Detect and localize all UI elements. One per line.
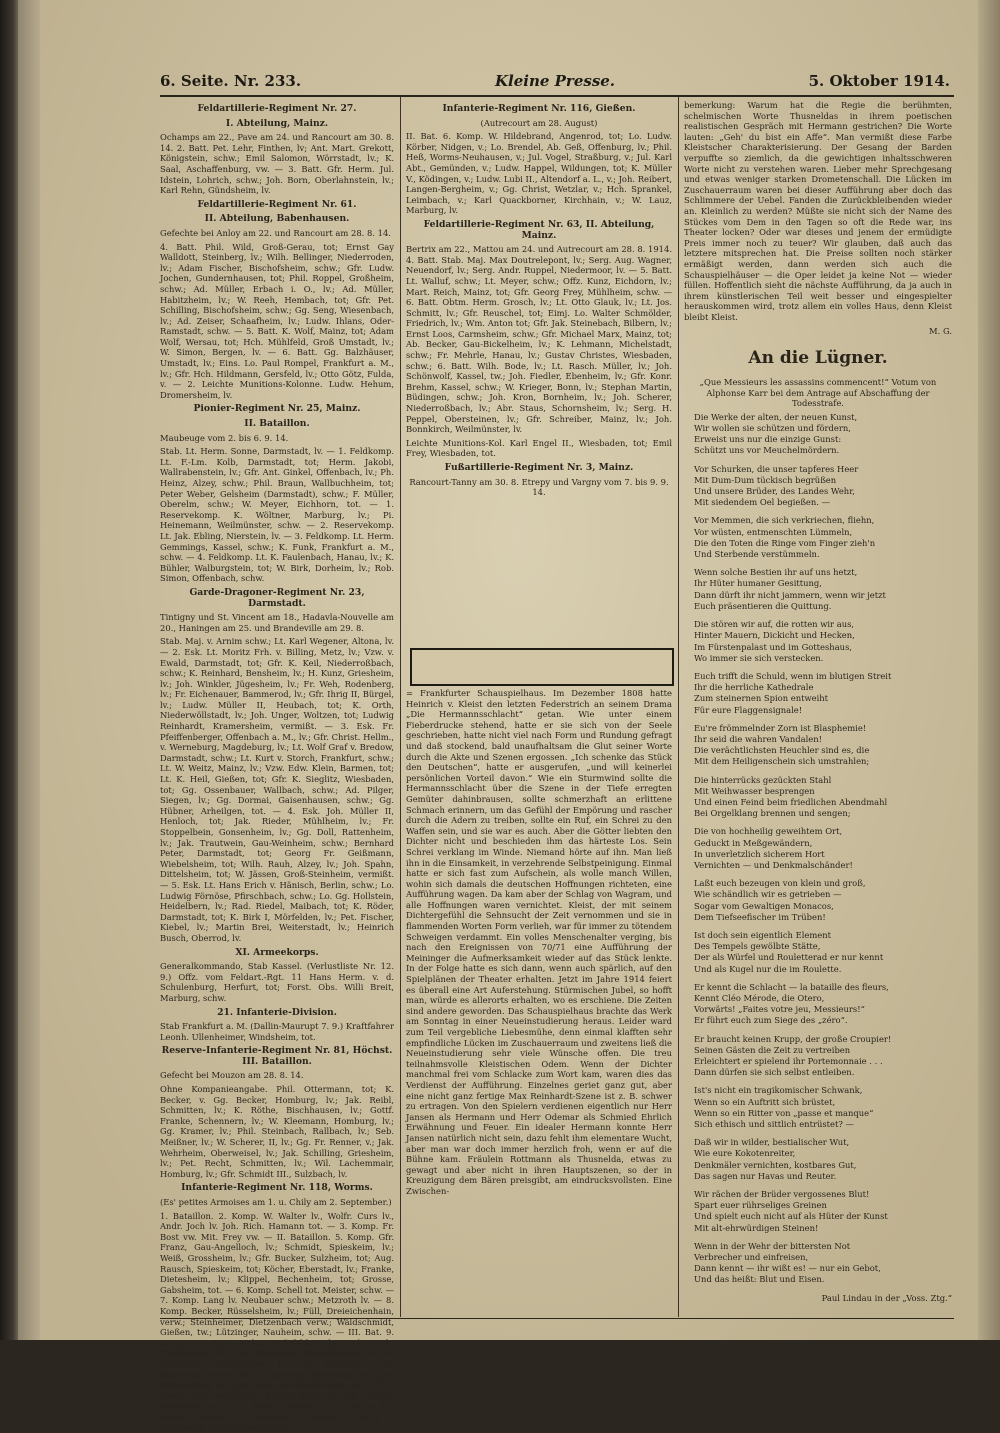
paragraph: 1. Bataillon. 2. Komp. W. Walter lv., Wolfr. Curs lv., Andr. Joch lv. Joh. Rich. Hamann tot. — 3. Komp. Fr. Bost vw. Mit. Frey vw. — II. Bataillon. 5. Komp. Gfr. Franz, Gau-Angelloch, lv.; Schmidt, Spieskeim, lv.; Weiß, Grossheim, lv.; Gfr. Bucker, Sulzheim, tot; Aug. Rausch, Spieskeim, tot; Köcher, Eberstadt, lv.; Franke, Dietesheim, lv.; Klippel, Bechenheim, tot; Grosse, Gabsheim, tot. — 6. Komp. Schell tot. Meister, schw. — 7. Komp. Lang lv. Neubauer schw.; Metzroth lv. — 8. Komp. Becker, Rüsselsheim, lv.; Füll, Dreieichenhain, verw.; Steinheimer, Dietzenbach verw.; Wäldschmidt, Gießen, tw.; Lützinger, Nauheim, schw. — III. Bat. 9. Komp. Lo. Gg. Becker, Mörfelden, lv.; Vol. Rech, Heidenheim, lv.; Phil. Stellinger, Sprendlingen, lv.; Fr. Ryhdecker, Horchheim, lv.; Gg. Baumann, Gr.-Rohrheim, schw.; Mo. Schweitzer, Griesheim, lv.; Joh. Schümleber, tot; Joh. Bote, Groß-Rohrheim, tot. — 10. Komp. Cott, Würzel, lv.; Müller, Biblis, lv.; Gfr. Nomel, Nierstein, lv. — 11. Komp. Stumpf, v. u. vm. — 12. Komp. Carlson v. Hammes v. Hentel, v. Stub v. Hoppering tot; Hellbernoll tot. [160,1210,394,1433]
poem-line: Und einen Feind beim friedlichen Abendmahl [694,796,888,807]
poem-line: Dann kennt — ihr wißt es! — nur ein Gebot, [694,1263,881,1274]
poem-line: Erweist uns nur die einzige Gunst: [694,434,842,445]
poem-line: Ihr Hüter humaner Gesittung, [694,578,822,589]
poem-line: Vor wüsten, entmenschten Lümmeln, [694,526,853,537]
poem-line: Und Sterbende verstümmeln. [694,549,820,560]
poem-line: Schützt uns vor Meuchelmördern. [694,445,840,456]
poem-line: Und als Kugel nur die im Roulette. [694,963,842,974]
poem-line: Zum steinernen Spion entweiht [694,693,829,704]
paragraph: Ochamps am 22., Pave am 24. und Rancourt am 30. 8. 14. 2. Batt. Pet. Lehr, Finthen, lv; Ant. Mart. Grekott, Königstein, schw.; Emil Salomon, Wörrstadt, lv.; K. Saal, Aschaffenburg, vw. — 3. Batt. Gfr. Herm. Jul. Idstein, Lohrich, schw.; Joh. Born, Oberlahnstein, lv.; Karl Rehn, Gündsheim, lv. [160,132,394,196]
poem-line: Sich ethisch und sittlich entrüstet? — [694,1119,854,1130]
book-binding [0,0,18,1340]
poem-stanza [694,723,952,768]
section-heading: II. Bataillon. [244,418,310,430]
poem-line: Eu're frömmelnder Zorn ist Blasphemie! [694,722,867,733]
poem-stanza [694,982,952,1027]
poem-line: Wir wollen sie schützen und fördern, [694,423,851,434]
paragraph: Tintigny und St. Vincent am 18., Hadavla-Nouvelle am 20., Haningen am 25. und Brandeville am 29. 8. [160,612,394,633]
section-subheading: „Que Messieurs les assassins commencent!“ Votum von Alphonse Karr bei dem Antrage auf Abschaffung der Todesstrafe. [699,377,937,409]
column-poem-an-die-luegner [684,100,952,1315]
poem-line: Bei Orgelklang brennen und sengen; [694,808,851,819]
poem-line: Und spielt euch nicht auf als Hüter der Kunst [694,1211,888,1222]
paragraph: Stab. Maj. v. Arnim schw.; Lt. Karl Wegener, Altona, lv. — 2. Esk. Lt. Moritz Frh. v. Billing, Metz, lv.; Vzw. v. Ewald, Darmstadt, tot; Gfr. K. Keil, Niederroßbach, schw.; K. Reinhard, Bensheim, lv.; H. Kunz, Griesheim, lv.; Joh. Winkler, Jügesheim, lv.; Fr. Weh, Rodenberg, lv.; Fr. Eichenauer, Bammerod, lv.; Gfr. Ihrig II, Bürgel, lv.; Ludw. Müller II, Heubach, tot; K. Orth, Niederwöllstadt, lv.; Joh. Unger, Woltzen, tot; Ludwig Reinhardt, Kramersheim, vermißt. — 3. Esk. Fr. Pfeiffenberger, Offenbach a. M., lv.; Gfr. Christ. Hellm., v. Werneburg, Magdeburg, lv.; Lt. Wolf Graf v. Bredow, Darmstadt, schw.; Lt. Kurt v. Storch, Frankfurt, schw.; Lt. W. Weitz, Mainz, lv.; Vzw. Edw. Klein, Barmen, tot; Lt. K. Heil, Gießen, tot; Gfr. K. Sieglitz, Wiesbaden, tot; Gg. Ossenbauer, Wallbach, schw.; Ad. Pilger, Siegen, lv.; Gg. Dormai, Gaisenhausen, schw.; Gg. Hübner, Arheilgen, tot. — 4. Esk. Joh. Müller II, Henloch, tot; Jak. Rieder, Mühlheim, lv.; Fr. Stoppelbein, Gonsenheim, lv.; Gg. Doll, Rattenheim, lv.; Jak. Trautwein, Gau-Weinheim, schw.; Bernhard Peter, Darmstadt, tot; Georg Fr. Geißmann, Wiebelsheim, tot; Wilh. Rauh, Alzey, lv.; Joh. Spahn, Dittelsheim, tot; W. Jässen, Groß-Steinheim, vermißt. — 5. Esk. Lt. Hans Erich v. Hänisch, Berlin, schw.; Lo. Ludwig Förnöse, Pfirschbach, schw.; Lo. Gg. Hollstein, Heidelbern, lv.; Rad. Riedel, Maibach, tot; K. Röder, Darmstadt, tot; K. Birk I, Mörfelden, lv.; Pet. Fischer, Kiebel, lv.; Martin Brei, Weiterstadt, lv.; Heinrich Busch, Oberrod, lv. [160,636,394,943]
poem-stanza [694,1189,952,1234]
poem-line: Des Tempels gewölbte Stätte, [694,941,821,952]
poem-line: Die den Toten die Ringe vom Finger zieh'n [694,537,876,548]
poem-line: Für eure Flaggensignale! [694,704,803,715]
paragraph: Gefecht bei Mouzon am 28. 8. 14. [160,1070,304,1081]
poem-line: Er kennt die Schlacht — la bataille des fleurs, [694,981,889,992]
poem-line: Wie schändlich wir es getrieben — [694,889,842,900]
section-heading: Feldartillerie-Regiment Nr. 61. [197,198,357,210]
section-heading: XI. Armeekorps. [235,946,319,958]
poem-line: Mit dem Heiligenschein sich umstrahlen; [694,756,870,767]
poem-line: Euch trifft die Schuld, wenn im blutigen Streit [694,670,892,681]
signature: M. G. [929,326,952,337]
paragraph: Generalkommando, Stab Kassel. (Verlustliste Nr. 12. 9.) Offz. vom Feldart.-Rgt. 11 Hans Herm. v. d. Schulenburg, Herfurt, tot; Forst. Obs. Willi Breit, Marburg, schw. [160,961,394,1003]
poem-line: Die stören wir auf, die rotten wir aus, [694,619,855,630]
poem-line: Wie eure Kokotenreiter, [694,1148,796,1159]
poem-line: Wenn solche Bestien ihr auf uns hetzt, [694,567,858,578]
poem-line: Denkmäler vernichten, kostbares Gut, [694,1159,857,1170]
paragraph: Maubeuge vom 2. bis 6. 9. 14. [160,432,289,443]
poem-line: Das sagen nur Havas und Reuter. [694,1170,837,1181]
poem-line: Daß wir in wilder, bestialischer Wut, [694,1137,850,1148]
poem-line: Vor Schurken, die unser tapferes Heer [694,463,859,474]
signature: Paul Lindau in der „Voss. Ztg.“ [821,1292,952,1303]
paragraph: Stab Frankfurt a. M. (Dallin-Maurupt 7. 9.) Kraftfahrer Leonh. Ullenheimer, Windsheim, tot. [160,1021,394,1042]
paragraph: Stab. Lt. Herm. Sonne, Darmstadt, lv. — 1. Feldkomp. Lt. F.-Lm. Kolb, Darmstadt, tot; Herm. Jakobi, Wallrabenstein, lv.; Gfr. Ant. Ginkel, Offenbach, lv.; Ph. Heinz, Alzey, schw.; Phil. Braun, Wallbuchheim, tot; Peter Weber, Gelsheim (Darmstadt), schw.; F. Müller, Oberelm, schw.; W. Meyer, Eichhorn, tot. — 1. Reservekomp. K. Wöltner, Marburg, lv.; Pi. Heinemann, Weilmünster, schw. — 2. Reservekomp. Lt. Jak. Ebling, Nierstein, lv. — 3. Feldkomp. Lt. Herm. Gemmings, Kassel, schw.; K. Funk, Frankfurt a. M., schw. — 4. Feldkomp. Lt. K. Faulenbach, Hanau, lv.; K. Bühler, Walburgstein, tot; W. Birk, Dorheim, lv.; Rob. Simon, Offenbach, schw. [160,446,394,584]
poem-stanza [694,1241,952,1286]
paragraph: bemerkung: Warum hat die Regie die berühmten, schelmischen Worte Thusneldas in ihrem poetischen realistischen Gespräch mit Hermann gestrichen? Die Worte lauten: „Geh' du bist ein Affe“. Man vermißt diese Farbe Kleistscher Charakterisierung. Der Gesang der Barden verpuffte so ziemlich, da die gewichtigen inhaltsschweren Worte nicht zu verstehen waren. Lieber mehr Sprechgesang und etwas weniger starken Drometenschall. Die Lücken im Zuschauerraum waren bei dieser Aufführung aber doch das Schlimmere der Uebel. Fanden die Zurückbleibenden wieder an. Kleinlich zu werden? Müßte sie nicht sich der Name des Stückes vom Dem in den Tagen so oft die Rede war, ins Theater locken? Oder war dieses und jenem der ermüdigte Preis immer noch zu teuer? Wir glauben, daß auch das letztere mitsprechen hat. Die Preise sollten noch stärker ermäßigt werden, dann werden sich auch die Schauspielhäuser — die Oper leidet ja keine Not — wieder füllen. Hoffentlich sieht die nächste Aufführung, da ja auch in ihrem künstlerischen Teil weit besser und eingespielter herauskommen wird, trotz allem ein volles Haus, denn Kleist bleibt Kleist. [684,100,952,322]
poem-title: An die Lügner. [748,348,888,369]
poem-stanza [694,826,952,871]
section-heading: Reserve-Infanterie-Regiment Nr. 81, Höchst. III. Bataillon. [161,1045,393,1067]
section-subheading: Rancourt-Tanny am 30. 8. Etrepy und Vargny vom 7. bis 9. 9. 14. [409,476,669,498]
poem-line: Sogar vom Gewaltigen Monacos, [694,900,834,911]
section-heading: Fußartillerie-Regiment Nr. 3, Mainz. [444,462,634,473]
poem-stanza [694,619,952,664]
section-heading: Garde-Dragoner-Regiment Nr. 23, Darmstadt. [189,586,365,609]
poem-stanza [694,412,952,457]
paragraph: 4. Batt. Phil. Wild, Groß-Gerau, tot; Ernst Gay Walldott, Steinberg, lv.; Wilh. Bellinger, Niederroden, lv.; Adam Fischer, Bischofsheim, schw.; Gfr. Ludw. Jochen, Gundernhausen, tot; Phil. Roppel, Großheim, schw.; Ad. Müller, Erbach i. O., lv.; Ad. Müller, Habitzheim, lv.; W. Reeh, Hembach, tot; Gfr. Pet. Schilling, Bischofsheim, schw.; Gg. Seng, Wiesenbach, lv.; Ad. Zeiser, Schaafheim, lv.; Ludw. Ihlans, Oder-Ramstadt, schw. — 5. Batt. K. Wolf, Mainz, tot; Adam Wolf, Wersau, tot; Hch. Mühlfeld, Groß Umstadt, lv.; W. Simon, Bergen, lv. — 6. Batt. Gg. Balzhäuser, Umstadt, lv.; Eins. Lo. Paul Rompel, Frankfurt a. M., lv.; Gfr. Hch. Hildmann, Gersfeld, lv.; Otto Götz, Fulda, v. — 2. Leichte Munitions-Kolonne. Ludw. Hehum, Dromersheim, lv. [160,241,394,400]
poem-line: Der als Würfel und Rouletterad er nur kennt [694,952,884,963]
poem-line: Mit siedendem Oel begießen. — [694,497,830,508]
poem-stanza [694,775,952,820]
column-theater-review [406,688,672,1318]
poem-line: Verbrecher und einfreisen, [694,1252,809,1263]
section-heading: Feldartillerie-Regiment Nr. 63, II. Abteilung, Mainz. [423,218,655,241]
section-heading: I. Abteilung, Mainz. [225,117,329,129]
poem-line: Wenn in der Wehr der bittersten Not [694,1240,851,1251]
poem-line: Dem Tiefseefischer im Trüben! [694,911,826,922]
paragraph: Leichte Munitions-Kol. Karl Engel II., Wiesbaden, tot; Emil Frey, Wiesbaden, tot. [406,437,672,459]
poem-stanza [694,567,952,612]
page-edge [18,0,40,1340]
paragraph: Bertrix am 22., Mattou am 24. und Autrecourt am 28. 8. 1914. 4. Batt. Stab. Maj. Max Doutrelepont, lv.; Serg. Aug. Wagner, Neuendorf, lv.; Serg. Andr. Ruppel, Niedermoor, lv. — 5. Batt. Lt. Walluf, schw.; Lt. Meyer, schw.; Offz. Kunz, Eichdorn, lv.; Mart. Reich, Mainz, tot; Gfr. Georg Frey, Mühlheim, schw. — 6. Batt. Obtm. Herm. Grosch, lv.; Lt. Otto Glauk, lv.; Lt. Jos. Schmitt, lv.; Gfr. Reuschel, tot; Eimj. Lo. Walter Schmölder, Friedrich, lv.; Wm. Anton tot; Gfr. Jak. Steinebach, Bilbern, lv.; Ernst Loos, Carmsheim, schw.; Gfr. Michael Marx, Mainz, tot; Ab. Becker, Gau-Bickelheim, lv.; K. Lehmann, Michelstadt, schw.; Fr. Mehrle, Hanau, lv.; Gustav Christes, Wiesbaden, schw.; 6. Batt. Wilh. Bode, lv.; Lt. Rasch. Müller, lv.; Joh. Schönwolf, Kassel, tw.; Joh. Fiedler, Ebenheim, lv.; Gfr. Konr. Brehm, Kassel, schw.; W. Krieger, Bonn, lv.; Stephan Martin, Büdingen, schw.; Joh. Kron, Bornheim, lv.; Joh. Scherer, Niederroßbach, lv.; Abr. Staus, Schornsheim, lv.; Serg. H. Peppel, Obersteinen, lv.; Gfr. Schreiber, Mainz, lv.; Joh. Bonnkirch, Weilmünster, lv. [406,244,672,435]
poem-line: Seinen Gästen die Zeit zu vertreiben [694,1044,851,1055]
section-heading: Infanterie-Regiment Nr. 116, Gießen. [442,103,636,114]
poem-line: Die verächtlichsten Heuchler sind es, die [694,745,870,756]
poem-line: Kennt Cléo Mérode, die Otero, [694,992,825,1003]
poem-line: Er braucht keinen Krupp, der große Croupier! [694,1033,892,1044]
poem-line: Und das heißt: Blut und Eisen. [694,1274,825,1285]
header-rule [160,95,954,97]
poem-line: Mit alt-ehrwürdigen Steinen! [694,1222,819,1233]
issue-date: 5. Oktober 1914. [808,72,950,90]
section-heading: Infanterie-Regiment Nr. 118, Worms. [181,1182,373,1194]
section-heading: 21. Infanterie-Division. [217,1006,337,1018]
newspaper-title: Kleine Presse. [495,72,616,90]
poem-line: Ist doch sein eigentlich Element [694,929,831,940]
poem-line: Euch präsentieren die Quittung. [694,600,832,611]
column-casualty-lists-1 [160,100,394,1433]
paragraph: (Es' petites Armoises am 1. u. Chily am 2. September.) [160,1197,392,1207]
section-heading: Pionier-Regiment Nr. 25, Mainz. [193,403,361,415]
poem-line: Die von hochheilig geweihtem Ort, [694,826,843,837]
poem-line: Vor Memmen, die sich verkriechen, fliehn, [694,515,875,526]
poem-line: Geduckt in Meßgewändern, [694,837,813,848]
poem-stanza [694,1137,952,1182]
column-rule-left [400,97,401,1317]
poem-line: Vorwärts! „Faites votre jeu, Messieurs!“ [694,1004,865,1015]
poem-line: Laßt euch bezeugen von klein und groß, [694,878,866,889]
poem-stanza [694,671,952,716]
poem-stanza [694,1085,952,1130]
paragraph: Gefechte bei Anloy am 22. und Rancourt am 28. 8. 14. [160,227,391,238]
paragraph: Ohne Kompanieangabe. Phil. Ottermann, tot; K. Becker, v. Gg. Becker, Homburg, lv.; Jak. Reibl, Schmitten, lv.; K. Röthe, Bischhausen, lv.; Gottf. Franke, Schennern, lv.; W. Kleemann, Homburg, lv.; Gg. Kramer, lv.; Phil. Steinbach, Rallbach, lv.; Seb. Meißner, lv.; W. Scherer, II, lv.; Gg. Fr. Renner, v.; Jak. Wehrheim, Oberweisel, lv.; Jak. Schilling, Griesheim, lv.; Pet. Recht, Schmitten, lv.; Wil. Lachemmair, Homburg, lv.; Gfr. Schmidt III., Sulzbach, lv. [160,1084,394,1179]
poem-line: Die Werke der alten, der neuen Kunst, [694,411,858,422]
section-subheading: (Autrecourt am 28. August) [480,117,598,128]
poem-stanza [694,930,952,975]
poem-line: Ihr die herrliche Kathedrale [694,682,814,693]
poem-line: Ist's nicht ein tragikomischer Schwank, [694,1085,863,1096]
poem-stanza [694,515,952,560]
section-heading: Feldartillerie-Regiment Nr. 27. [197,103,357,114]
poem-line: Mit Weihwasser besprengen [694,785,815,796]
poem-line: Wenn so ein Auftritt sich brüstet, [694,1096,836,1107]
paragraph: = Frankfurter Schauspielhaus. Im Dezember 1808 hatte Heinrich v. Kleist den letzten Federstrich an seinem Drama „Die Hermannsschlacht“ getan. Wie unter einem Fieberdrucke stehend, hatte er sie sich von der Seele geschrieben, hatte nicht viel nach Form und Rundung gefragt und daß stockend, bald unaufhaltsam die Glut seiner Worte durch die Akte und Szenen ergossen. „Ich schenke das Stück den Deutschen“, hatte er ausgerufen, „und will keinerlei persönlichen Vorteil davon.“ Wie ein Sturmwind sollte die Hermannsschlacht über die Szene in der Tiefe erregten Gemüter dahinbrausen, sollte schmerzhaft an erlittene Schmach erinnern, um das Gefühl der Empörung und rascher durch die Adern zu treiben, sollte ein Ruf, ein Schrei zu den Waffen sein, und sie war es auch. Aber die Götter liebten den Dichter nicht und beschieden ihm das härteste Los. Sein Schrei verklang im Winde. Niemand hörte auf ihn. Man ließ ihn in die Einsamkeit, in verzehrende Selbstpeinigung. Einmal hatte er sich fast zum Aufschein, als wolle manch Willen, wohin sich damals die deutschen Hoffnungen richteten, eine Aufführung wagen. Da kam aber der Schlag von Wagram, und alle Hoffnungen waren vernichtet. Kleist, der mit seinem Dichtergefühl die Sehnsucht der Zeit vernommen und sie in flammenden Worten Form verlieh, war für immer zu tötendem Schweigen verdammt. Ein volles Menschenalter verging, bis nach den Ereignissen von 70/71 eine Aufführung der Meininger die Aufmerksamkeit wieder auf das Stück lenkte. In der Folge hatte es sich dann, wenn auch spärlich, auf den Spielplänen der Theater erhalten. Jetzt im Jahre 1914 feiert es überall eine Art Auferstehung. Stürmischen Jubel, so hofft man, würde es allerorts erhalten, wo es erschiene. Die Zeiten sind andere geworden. Das Schauspielhaus brachte das Werk am Sonntag in einer Neueinstudierung heraus. Leider ward zum Teil vergebliche Liebesmühe, denn einmal klafften sehr empfindliche Lücken im Zuschauerraum und zweitens ließ die Neueinstudierung sehr viele Wünsche offen. Die treu teilnahmsvolle Kleistischen Odem. Wenn der Dichter manchmal frei vom Schlacke zum Wort kam, waren dies das Verdienst der Aufführung. Einzelnes geriet ganz gut, aber eine nicht ganz fertige Max Reinhardt-Szene ist z. B. schwer zu ertragen. Von den Spielern verdienen eigentlich nur Herr Jansen als Hermann und Herr Odemar als Schmied Ehrlich Erwähnung und Feuer. Ein idealer Hermann konnte Herr Jansen natürlich nicht sein, dazu fehlt ihm elementare Wucht, aber man war doch immer herzlich froh, wenn er auf die Bühne kam. Fräulein Rottmann als Thusnelda, etwas zu gewagt und aber nicht in ihren Hauptszenen, so der in Kreuzigung dem Bären preisgibt, am eindrucksvollsten. Eine Zwischen- [406,688,672,1196]
poem-line: Wenn so ein Ritter von „passe et manque“ [694,1107,874,1118]
paragraph: II. Bat. 6. Komp. W. Hildebrand, Angenrod, tot; Lo. Ludw. Körber, Nidgen, v.; Lo. Brendel, Ab. Geß, Offenburg, lv.; Phil. Heß, Worms-Neuhausen, v.; Jul. Vogel, Straßburg, v.; Jul. Karl Abt., Gemünden, v.; Ludw. Happel, Wildungen, tot; K. Müller V., Ködingen, v.; Ludw. Lubi II., Altendorf a. L., v.; Joh. Reibert, Langen-Bergheim, v.; Gg. Christ, Wetzlar, v.; Hch. Sprankel, Leimbach, v.; Karl Quackborner, Kirchhain, v.; W. Lauz, Marburg, lv. [406,131,672,216]
poem-line: Hinter Mauern, Dickicht und Hecken, [694,630,855,641]
page-number: 6. Seite. Nr. 233. [160,72,302,90]
section-heading: II. Abteilung, Babenhausen. [204,213,350,225]
poem-line: Vernichten — und Denkmalschänder! [694,859,853,870]
poem-stanza [694,464,952,509]
poem-line: Wo immer sie sich verstecken. [694,652,824,663]
paper-right-edge [978,0,1000,1340]
poem-line: Im Fürstenpalast und im Gotteshaus, [694,641,853,652]
poem-line: Er führt euch zum Siege des „zéro“. [694,1015,848,1026]
poem-line: Dann dürfen sie sich selbst entleiben. [694,1067,855,1078]
column-rule-right [678,97,679,1317]
poem-line: Wir rächen der Brüder vergossenes Blut! [694,1189,870,1200]
kunst-und-wissenschaft-banner [410,648,674,686]
poem-line: Erleichtert er spielend ihr Portemonnaie . . . [694,1056,883,1066]
poem-line: Spart euer rührseliges Greinen [694,1200,827,1211]
column-casualty-lists-2 [406,100,672,640]
poem-line: Die hinterrücks gezückten Stahl [694,774,832,785]
poem-line: Und unsere Brüder, des Landes Wehr, [694,486,855,497]
poem-line: Ihr seid die wahren Vandalen! [694,733,822,744]
poem-stanza [694,1034,952,1079]
poem-line: In unverletzlich sicherem Hort [694,848,825,859]
poem-line: Mit Dum-Dum tückisch begrüßen [694,474,837,485]
poem-line: Dann dürft ihr nicht jammern, wenn wir jetzt [694,589,886,600]
poem-stanza [694,878,952,923]
